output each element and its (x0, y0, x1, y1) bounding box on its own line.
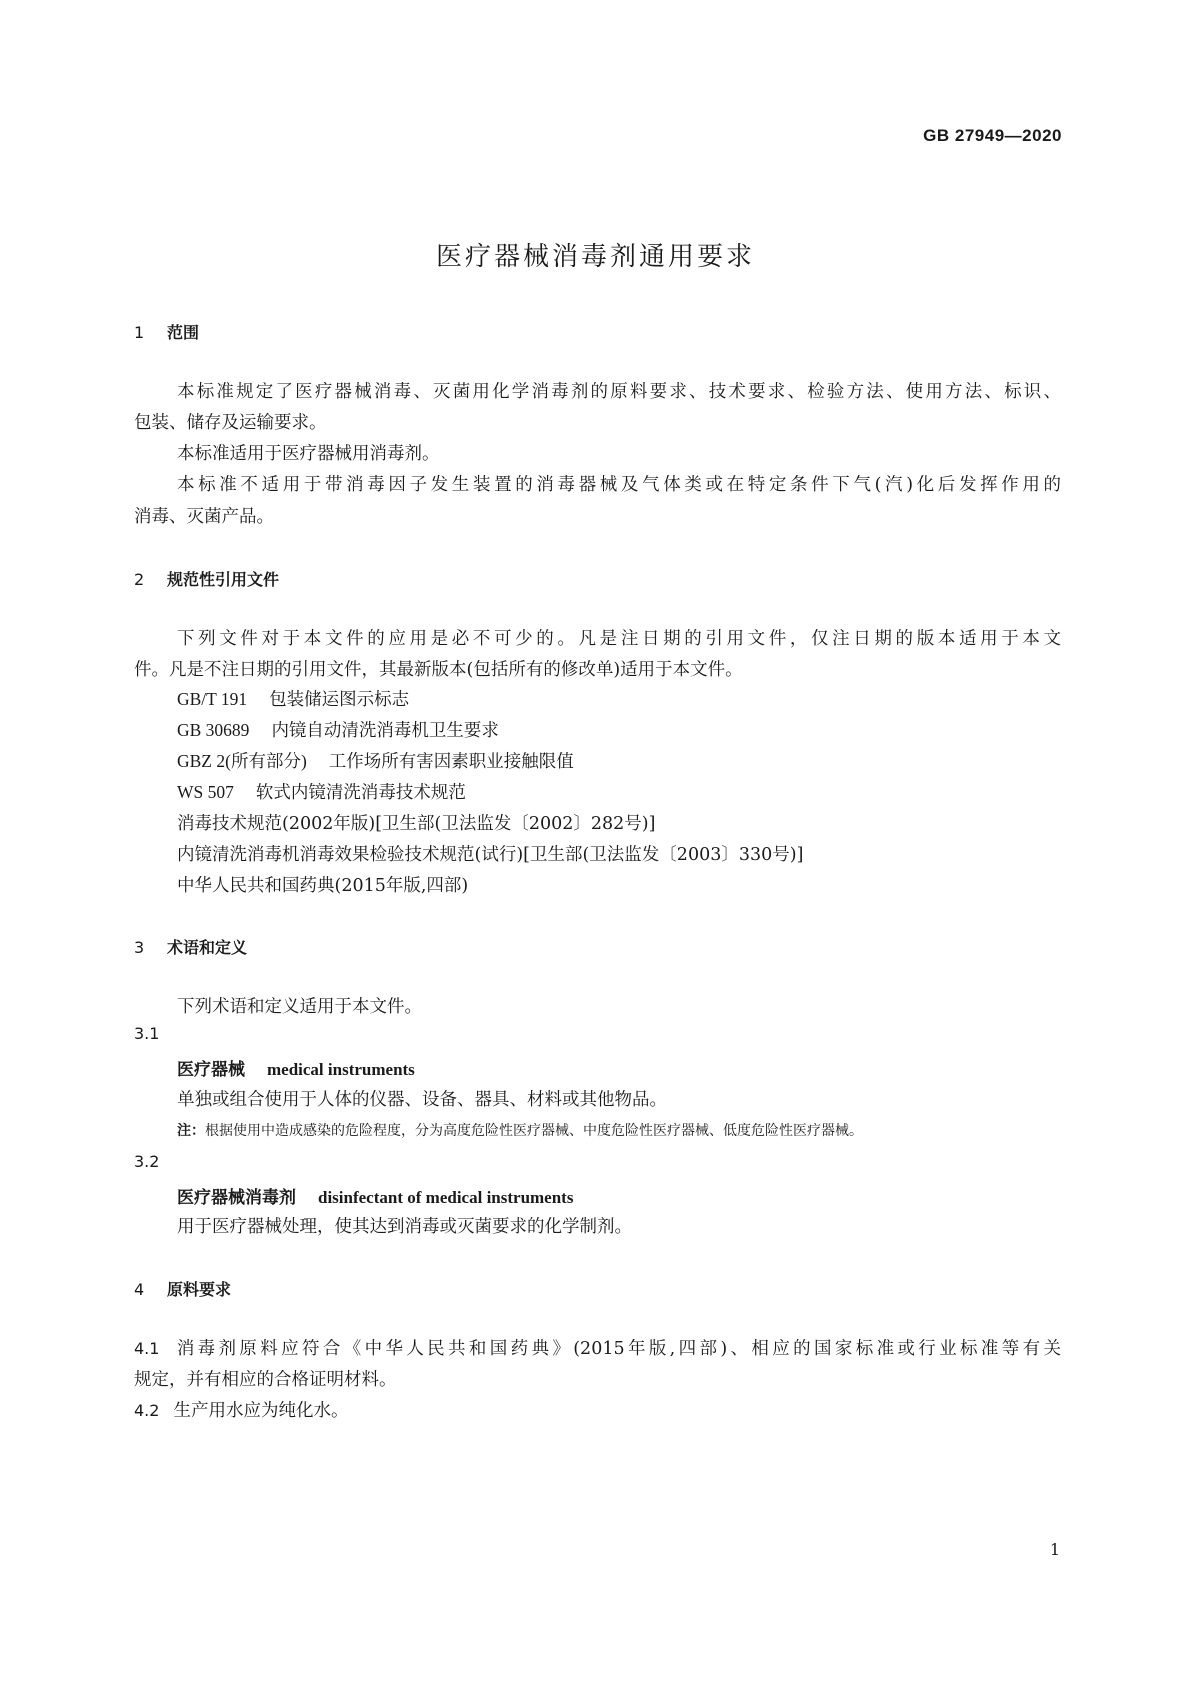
term-3-2-definition: 用于医疗器械处理，使其达到消毒或灭菌要求的化学制剂。 (177, 1217, 632, 1237)
clause-4-1-line-2: 规定，并有相应的合格证明材料。 (134, 1370, 397, 1390)
section-4-heading (134, 1277, 231, 1300)
clause-4-2-number: 4.2 (134, 1401, 160, 1420)
scope-paragraph-1-line-1: 本标准规定了医疗器械消毒、灭菌用化学消毒剂的原料要求、技术要求、检验方法、使用方法、标识、 (177, 382, 1061, 402)
reference-code: GB/T 191 (177, 689, 248, 709)
term-3-1 (177, 1055, 415, 1080)
scope-paragraph-1-line-2: 包装、储存及运输要求。 (134, 413, 327, 433)
term-3-2 (177, 1183, 573, 1208)
clause-3-2-number: 3.2 (134, 1152, 160, 1171)
page-number: 1 (1049, 1540, 1060, 1559)
section-number: 1 (134, 323, 145, 342)
term-english: medical instruments (267, 1060, 415, 1079)
section-1-heading (134, 320, 199, 343)
scope-paragraph-3-line-2: 消毒、灭菌产品。 (134, 507, 274, 527)
references-intro-line-2: 件。凡是不注日期的引用文件，其最新版本(包括所有的修改单)适用于本文件。 (134, 660, 743, 680)
standard-number: GB 27949—2020 (923, 126, 1062, 145)
clause-3-1-number: 3.1 (134, 1024, 160, 1043)
reference-code: GB 30689 (177, 720, 250, 740)
reference-item (177, 779, 466, 804)
terms-intro: 下列术语和定义适用于本文件。 (177, 997, 422, 1017)
section-title: 原料要求 (167, 1280, 232, 1299)
reference-item (177, 686, 409, 711)
section-title: 范围 (167, 323, 200, 342)
reference-code: GBZ 2(所有部分) (177, 751, 307, 771)
scope-paragraph-2: 本标准适用于医疗器械用消毒剂。 (177, 444, 440, 464)
section-title: 术语和定义 (167, 938, 248, 957)
document-title: 医疗器械消毒剂通用要求 (435, 242, 755, 272)
reference-name: 包装储运图示标志 (269, 690, 410, 710)
term-english: disinfectant of medical instruments (318, 1188, 574, 1207)
term-chinese: 医疗器械 (177, 1060, 245, 1080)
reference-item (177, 717, 499, 742)
clause-4-1-line-1 (134, 1335, 1061, 1360)
references-intro-line-1: 下列文件对于本文件的应用是必不可少的。凡是注日期的引用文件，仅注日期的版本适用于本文 (177, 629, 1061, 649)
term-3-1-note (177, 1120, 863, 1140)
clause-4-1-text: 消毒剂原料应符合《中华人民共和国药典》(2015年版,四部)、相应的国家标准或行业标准等有关 (173, 1339, 1061, 1359)
reference-item: 内镜清洗消毒机消毒效果检验技术规范(试行)[卫生部(卫法监发〔2003〕330号)] (177, 845, 804, 865)
clause-4-2 (134, 1397, 348, 1422)
clause-4-1-number: 4.1 (134, 1339, 160, 1358)
scope-paragraph-3-line-1: 本标准不适用于带消毒因子发生装置的消毒器械及气体类或在特定条件下气(汽)化后发挥作用的 (177, 475, 1061, 495)
section-2-heading (134, 567, 279, 590)
reference-code: WS 507 (177, 782, 234, 802)
section-title: 规范性引用文件 (167, 570, 280, 589)
reference-item: 中华人民共和国药典(2015年版,四部) (177, 876, 469, 896)
term-3-1-definition: 单独或组合使用于人体的仪器、设备、器具、材料或其他物品。 (177, 1090, 667, 1110)
section-number: 3 (134, 938, 145, 957)
reference-name: 软式内镜清洗消毒技术规范 (255, 783, 466, 803)
section-3-heading (134, 935, 247, 958)
note-label: 注： (177, 1123, 205, 1139)
reference-item (177, 748, 574, 773)
section-number: 4 (134, 1280, 145, 1299)
term-chinese: 医疗器械消毒剂 (177, 1188, 296, 1208)
note-text: 根据使用中造成感染的危险程度，分为高度危险性医疗器械、中度危险性医疗器械、低度危险性医疗器械。 (205, 1123, 863, 1139)
reference-name: 内镜自动清洗消毒机卫生要求 (271, 721, 499, 741)
clause-4-2-text: 生产用水应为纯化水。 (173, 1401, 349, 1421)
reference-item: 消毒技术规范(2002年版)[卫生部(卫法监发〔2002〕282号)] (177, 814, 656, 834)
reference-name: 工作场所有害因素职业接触限值 (328, 752, 574, 772)
section-number: 2 (134, 570, 145, 589)
